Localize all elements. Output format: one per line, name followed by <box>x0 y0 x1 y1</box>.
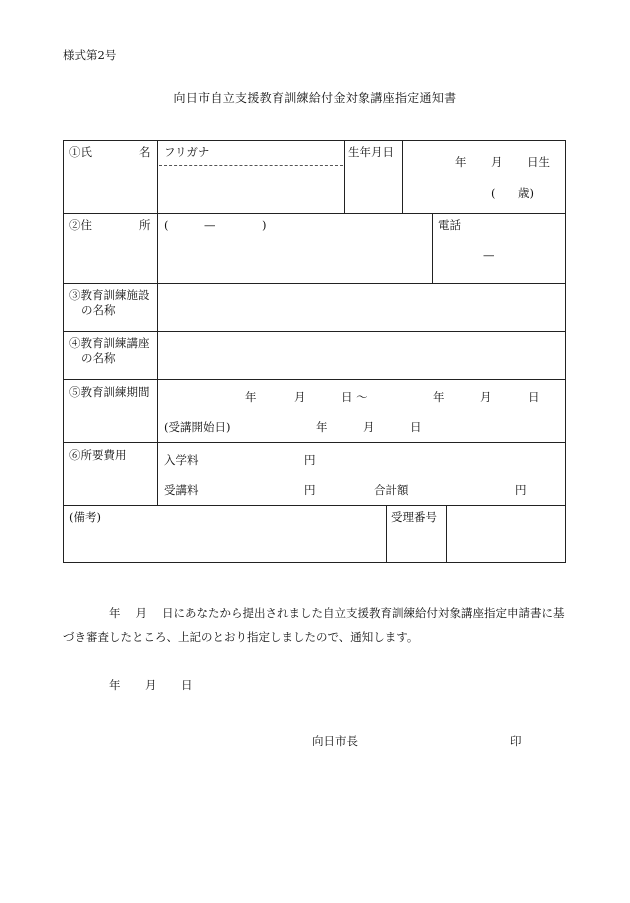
table-border-top <box>63 140 566 141</box>
row-divider-1 <box>63 213 566 214</box>
cost-label: ⑥所要費用 <box>69 448 127 462</box>
label-column-divider <box>157 140 158 506</box>
tuition-fee-yen: 円 <box>304 483 316 497</box>
total-yen: 円 <box>515 483 527 497</box>
table-border-bottom <box>63 562 566 563</box>
name-birth-divider <box>344 140 345 214</box>
course-label-line2: の名称 <box>81 351 116 365</box>
row-divider-4 <box>63 379 566 380</box>
course-label: ④教育訓練講座 <box>69 336 150 350</box>
remarks-label: (備考) <box>69 510 101 524</box>
postal-open-paren: ( <box>164 218 169 232</box>
table-border-left <box>63 140 64 563</box>
birth-date-label: 生年月日 <box>348 145 394 159</box>
remarks-receipt-divider <box>386 505 387 563</box>
course-start-label: (受講開始日) <box>164 420 231 434</box>
document-title: 向日市自立支援教育訓練給付金対象講座指定通知書 <box>173 91 457 105</box>
date-day-unit: 日 <box>181 678 193 692</box>
seal-mark: 印 <box>510 734 522 748</box>
date-month-unit: 月 <box>145 678 157 692</box>
period-end-month-unit: 月 <box>480 390 492 404</box>
name-label-suffix: 名 <box>139 145 151 159</box>
course-start-day-unit: 日 <box>410 420 422 434</box>
birth-day-unit: 日生 <box>527 155 550 169</box>
application-table <box>63 140 566 563</box>
period-start-day-unit: 日 ～ <box>341 390 368 404</box>
phone-label: 電話 <box>438 218 461 232</box>
address-label: ②住 <box>69 218 92 232</box>
notice-paragraph <box>63 601 567 649</box>
period-start-month-unit: 月 <box>294 390 306 404</box>
form-number: 様式第2号 <box>63 48 117 62</box>
date-year-unit: 年 <box>109 678 121 692</box>
receipt-value-divider <box>446 505 447 563</box>
row-divider-3 <box>63 331 566 332</box>
facility-label: ③教育訓練施設 <box>69 288 150 302</box>
period-end-year-unit: 年 <box>433 390 445 404</box>
course-start-month-unit: 月 <box>363 420 375 434</box>
period-end-day-unit: 日 <box>528 390 540 404</box>
phone-dash: — <box>483 248 495 262</box>
address-phone-divider <box>432 213 433 284</box>
facility-label-line2: の名称 <box>81 303 116 317</box>
age-unit: 歳) <box>518 186 534 200</box>
period-start-year-unit: 年 <box>245 390 257 404</box>
postal-close-paren: ) <box>262 218 267 232</box>
tuition-fee-label: 受講料 <box>164 483 199 497</box>
period-label: ⑤教育訓練期間 <box>69 385 150 399</box>
name-label: ①氏 <box>69 145 92 159</box>
row-divider-5 <box>63 442 566 443</box>
para-text: 日にあなたから提出されました自立支援教育訓練給付対象講座指定申請書に基づき審査したところ、上記のとおり指定しましたので、通知します。 <box>63 606 565 644</box>
admission-fee-label: 入学料 <box>164 453 199 467</box>
total-label: 合計額 <box>374 483 409 497</box>
table-border-right <box>565 140 566 563</box>
admission-fee-yen: 円 <box>304 453 316 467</box>
birth-month-unit: 月 <box>491 155 503 169</box>
para-year-unit: 年 <box>109 606 121 620</box>
birth-year-unit: 年 <box>455 155 467 169</box>
mayor-title: 向日市長 <box>312 734 358 748</box>
age-open-paren: ( <box>491 186 496 200</box>
row-divider-2 <box>63 283 566 284</box>
furigana-label: フリガナ <box>164 145 210 159</box>
para-month-unit: 月 <box>135 606 147 620</box>
birth-value-divider <box>402 140 403 214</box>
course-start-year-unit: 年 <box>316 420 328 434</box>
furigana-dashed-line <box>159 165 343 166</box>
row-divider-6 <box>63 505 566 506</box>
address-label-suffix: 所 <box>139 218 151 232</box>
receipt-number-label: 受理番号 <box>391 510 437 524</box>
postal-dash: — <box>204 218 216 232</box>
